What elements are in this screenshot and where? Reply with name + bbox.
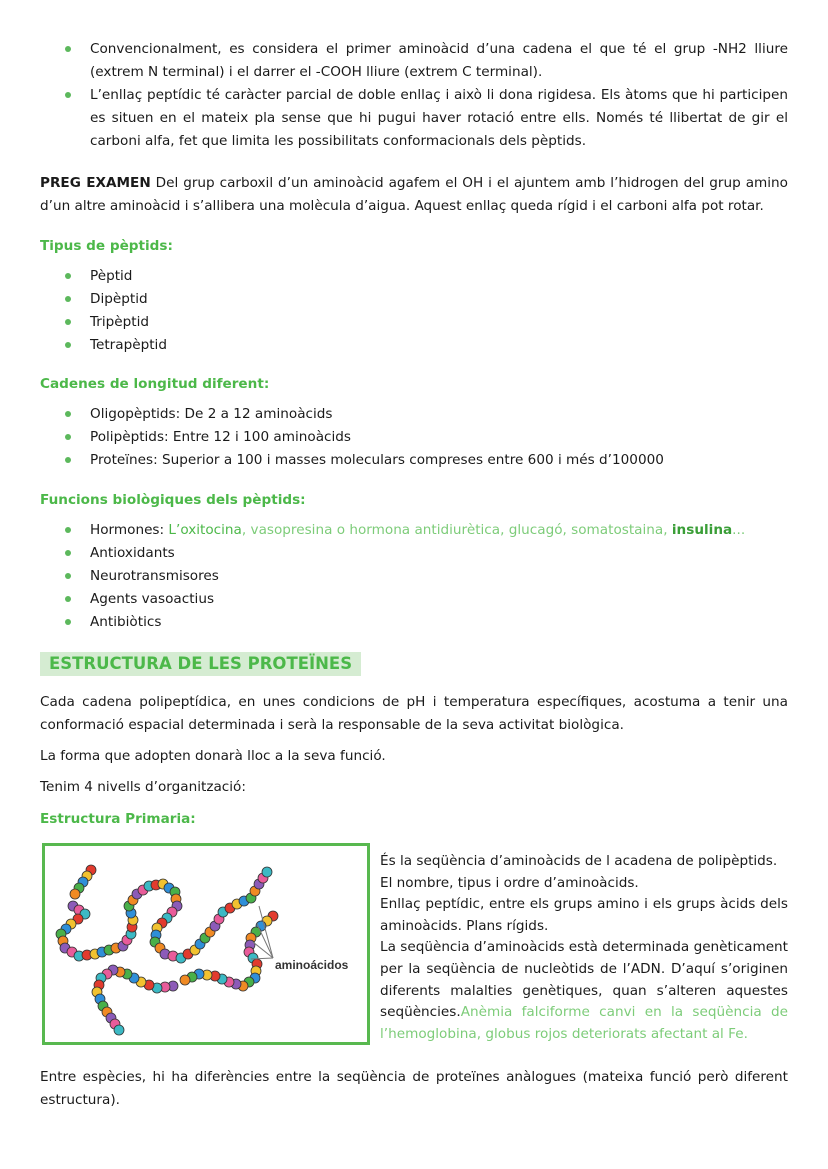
preg-examen-label: PREG EXAMEN [40,175,151,191]
list-item: Pèptid [40,265,788,288]
section-banner: ESTRUCTURA DE LES PROTEÏNES [40,652,361,676]
primaria-line-2: El nombre, tipus i ordre d’aminoàcids. [380,874,639,891]
list-item: L’enllaç peptídic té caràcter parcial de doble enllaç i això li dona rigidesa. Els àtoms que hi participen es situen en el mateix pla sense que hi pugui haver rotació entre ells. Només té llibertat de gir el carboni alfa, fet que limita les possibilitats conformacionals dels pèptids. [40,84,788,153]
primaria-description [380,851,788,1045]
amino-acid-bead [180,975,190,985]
hormones-oxitocina: L’oxitocina [168,522,242,538]
list-item: Tetrapèptid [40,334,788,357]
list-item: Antioxidants [40,542,788,565]
primaria-figure-row [40,843,788,1045]
list-item: Tripèptid [40,311,788,334]
list-item: Neurotransmisores [40,565,788,588]
tipus-list [40,265,788,357]
amino-acid-bead [70,889,80,899]
amino-acid-chain-figure [42,843,370,1045]
list-item: Antibiòtics [40,611,788,634]
amino-acid-bead [262,867,272,877]
estructura-paragraph-1: Cada cadena polipeptídica, en unes condicions de pH i temperatura específiques, acostuma a tenir una conformació espacial determinada i serà la responsable de la seva activitat biològica. [40,694,788,733]
hormones-ellipsis: ... [732,522,746,538]
hormones-list-text: , vasopresina o hormona antidiurètica, glucagó, somatostaina, [241,522,672,538]
list-item [40,519,788,542]
list-item: Dipèptid [40,288,788,311]
list-item: Agents vasoactius [40,588,788,611]
list-item: Proteïnes: Superior a 100 i masses moleculars compreses entre 600 i més d’100000 [40,449,788,472]
cadenes-list [40,403,788,472]
hormones-label: Hormones: [90,522,169,538]
hormones-insulina: insulina [671,522,733,538]
primaria-line-3: Enllaç peptídic, entre els grups amino i els grups àcids dels aminoàcids. Plans rígids. [380,896,788,934]
funcions-heading: Funcions biològiques dels pèptids: [40,492,306,508]
preg-examen-text: Del grup carboxil d’un aminoàcid agafem el OH i el ajuntem amb l’hidrogen del grup amino d’un altre aminoàcid i s’allibera una molècula d’aigua. Aquest enllaç queda rígid i el carboni alfa pot rotar. [40,175,788,214]
figure-label: aminoácidos [275,958,349,972]
cadenes-heading: Cadenes de longitud diferent: [40,376,270,392]
amino-acid-chain-illustration [45,846,367,1042]
closing-paragraph: Entre espècies, hi ha diferències entre la seqüència de proteïnes anàlogues (mateixa funció però diferent estructura). [40,1069,788,1108]
intro-bullet-list [40,38,788,153]
section-banner-wrap [40,652,788,676]
estructura-paragraph-3: Tenim 4 nivells d’organització: [40,779,246,795]
primaria-genetic-text: La seqüència d’aminoàcids està determinada genèticament per la seqüència de nucleòtids de l’ADN. D’aquí s’originen diferents malalties genètiques, quan s’alteren aquestes seqüències. [380,939,788,1021]
amino-acid-bead [114,1025,124,1035]
primaria-line-4 [380,937,788,1045]
primaria-example-text: Anèmia falciforme canvi en la seqüència de l’hemoglobina, globus rojos deteriorats afectant al Fe. [380,1004,788,1042]
primaria-heading: Estructura Primaria: [40,811,196,827]
primaria-line-1: És la seqüència d’aminoàcids de l acadena de polipèptids. [380,853,778,869]
estructura-paragraph-2: La forma que adopten donarà lloc a la seva funció. [40,748,386,764]
tipus-heading: Tipus de pèptids: [40,238,173,254]
preg-examen-paragraph [40,172,788,218]
document-page [40,38,788,1112]
list-item: Polipèptids: Entre 12 i 100 aminoàcids [40,426,788,449]
list-item: Oligopèptids: De 2 a 12 aminoàcids [40,403,788,426]
list-item: Convencionalment, es considera el primer aminoàcid d’una cadena el que té el grup -NH2 lliure (extrem N terminal) i el darrer el -COOH lliure (extrem C terminal). [40,38,788,84]
funcions-list [40,519,788,634]
